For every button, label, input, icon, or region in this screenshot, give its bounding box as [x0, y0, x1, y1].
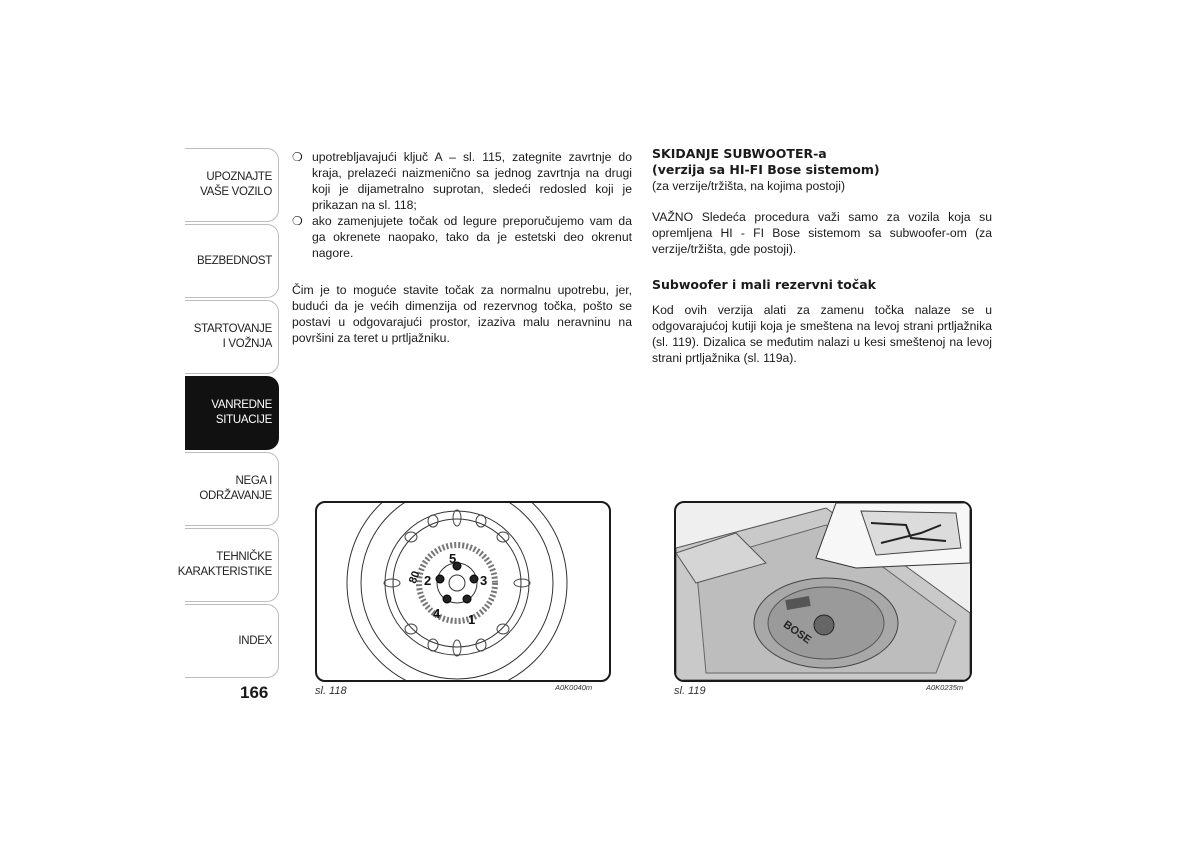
- figure-caption: sl. 119: [674, 685, 706, 697]
- tab-vanredne-situacije[interactable]: VANREDNE SITUACIJE: [185, 376, 279, 450]
- section-heading: SKIDANJE SUBWOOTER-a: [652, 146, 827, 161]
- bolt-label-1: 1: [468, 612, 476, 627]
- bullet-icon: ❍: [292, 214, 303, 228]
- figure-subwoofer: [674, 501, 972, 682]
- tab-bezbednost[interactable]: BEZBEDNOST: [185, 224, 279, 298]
- tab-upoznajte[interactable]: UPOZNAJTE VAŠE VOZILO: [185, 148, 279, 222]
- tab-startovanje[interactable]: STARTOVANJE I VOŽNJA: [185, 300, 279, 374]
- bolt-label-2: 2: [424, 573, 432, 588]
- right-column: [652, 146, 992, 366]
- bullet-icon: ❍: [292, 150, 303, 164]
- bose-logo: BOSE: [780, 618, 814, 647]
- bolt-label-4: 4: [433, 606, 441, 621]
- subsection-text: Kod ovih verzija alati za zamenu točka nalaze se u odgovarajućoj kutiji koja je smeštena na levoj strani prtljažnika (sl. 119). Dizalica se međutim nalazi u kesi smeštenoj na levoj strani prtljažnika (sl. 119a).: [652, 303, 992, 365]
- size-label: 80: [406, 569, 423, 586]
- tab-tehnicke[interactable]: TEHNIČKE KARAKTERISTIKE: [185, 528, 279, 602]
- bolt-label-3: 3: [480, 573, 488, 588]
- left-column: [292, 149, 632, 346]
- important-note: VAŽNO Sledeća procedura važi samo za vozila koja su opremljena HI - FI Bose sistemom sa subwoofer-om (za verzije/tržišta, gde postoji).: [652, 210, 992, 256]
- section-heading-sub: (verzija sa HI-FI Bose sistemom): [652, 162, 880, 177]
- wheel-illustration: [317, 503, 609, 680]
- list-item: ❍ upotrebljavajući ključ A – sl. 115, zategnite zavrtnje do kraja, prelazeći naizmenično sa jednog zavrtnja na drugi koji je dijametralno suprotan, sledeći redosled koji je prikazan na sl. 118;: [292, 150, 632, 212]
- tab-index[interactable]: INDEX: [185, 604, 279, 678]
- trunk-illustration: [676, 503, 970, 680]
- figure-caption: sl. 118: [315, 685, 347, 697]
- figure-wheel-bolts: [315, 501, 611, 682]
- bolt-label-5: 5: [449, 551, 457, 566]
- section-subheading: (za verzije/tržišta, na kojima postoji): [652, 179, 846, 193]
- subsection-title: Subwoofer i mali rezervni točak: [652, 277, 876, 292]
- figure-code: A0K0040m: [555, 683, 593, 692]
- body-paragraph: Čim je to moguće stavite točak za normalnu upotrebu, jer, budući da je većih dimenzija od rezervnog točka, pošto se postavi u odgovarajući prostor, izaziva malu neravninu na površini za teret u prtljažniku.: [292, 283, 632, 345]
- figure-code: A0K0235m: [926, 683, 964, 692]
- tab-nega[interactable]: NEGA I ODRŽAVANJE: [185, 452, 279, 526]
- list-item: ❍ ako zamenjujete točak od legure preporučujemo vam da ga okrenete naopako, tako da je estetski deo okrenut nagore.: [292, 214, 632, 260]
- page-number: 166: [240, 683, 269, 702]
